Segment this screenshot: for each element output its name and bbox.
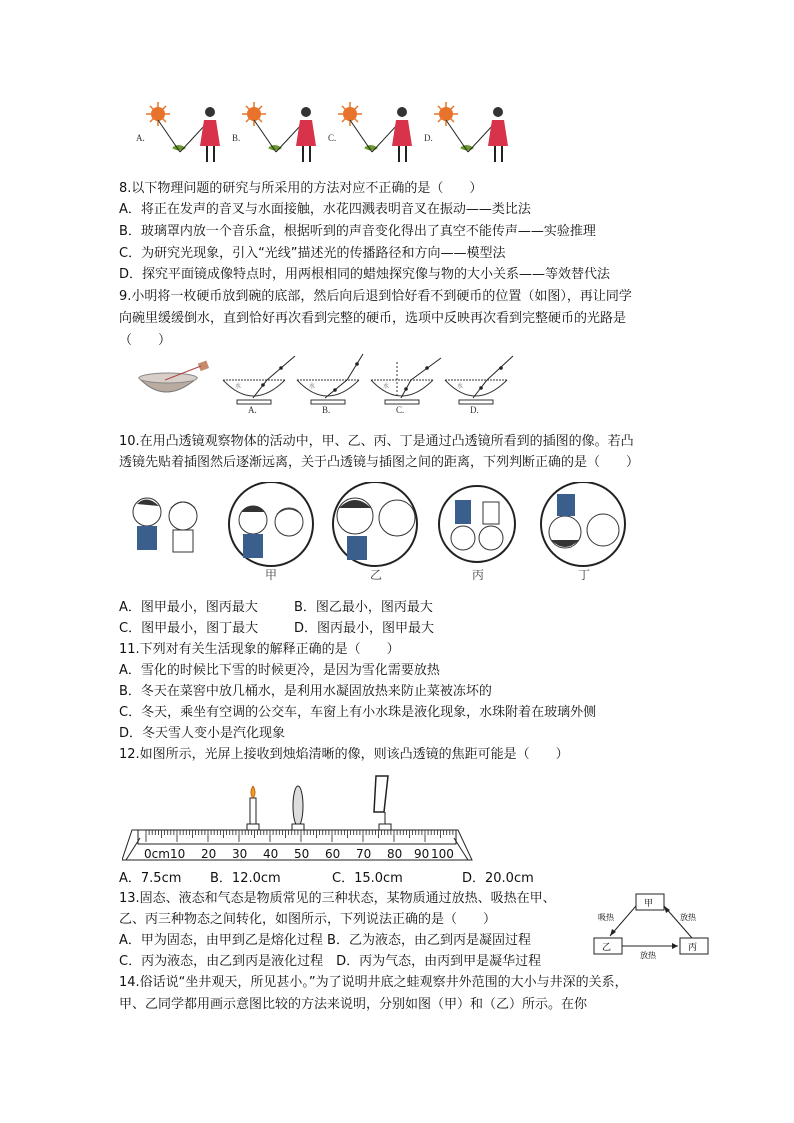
q9-option-c — [371, 358, 441, 404]
q9-bowl-photo — [139, 361, 209, 392]
q12-candle — [250, 798, 256, 824]
q10-option-a: A．图甲最小，图丙最大 — [119, 600, 258, 615]
q7-option-c — [338, 102, 412, 162]
q13-stem-2: 乙、丙三种物态之间转化，如图所示，下列说法正确的是（ ） — [119, 912, 497, 927]
q9-stem-2: 向碗里缓缓倒水，直到恰好再次看到完整的硬币，选项中反映再次看到完整硬币的光路是 — [119, 311, 627, 326]
ruler-label-80: 80 — [387, 847, 403, 861]
q7-label-a: A. — [136, 133, 145, 143]
state-yi: 乙 — [602, 943, 612, 953]
q8-option-d: D．探究平面镜成像特点时，用两根相同的蜡烛探究像与物的大小关系——等效替代法 — [119, 267, 611, 282]
q7-label-d: D. — [424, 133, 433, 143]
q13-option-ab: A．甲为固态，由甲到乙是熔化过程 B．乙为液态，由乙到丙是凝固过程 — [119, 933, 531, 948]
q12-ruler — [138, 830, 456, 844]
ruler-label-20: 20 — [201, 847, 217, 861]
q10-option-b: B．图乙最小，图丙最大 — [294, 600, 433, 615]
q7-figure — [130, 100, 510, 168]
q9-option-d — [445, 356, 513, 404]
q14-stem-1: 14.俗话说“坐井观天，所见甚小。”为了说明井底之蛙观察井外范围的大小与井深的关系， — [119, 975, 628, 990]
q10-circle-ding — [541, 482, 625, 566]
q10-figure — [125, 482, 645, 577]
q11-option-d: D．冬天雪人变小是汽化现象 — [119, 726, 286, 741]
q9-water-a: 水 — [235, 383, 242, 390]
q10-option-d: D．图丙最小，图甲最大 — [294, 621, 435, 636]
q10-stem-1: 10.在用凸透镜观察物体的活动中，甲、乙、丙、丁是通过凸透镜所看到的插图的像。若凸 — [119, 434, 634, 449]
q9-label-b: B. — [322, 405, 331, 415]
q10-circle-yi — [333, 482, 417, 566]
q11-option-a: A．雪化的时候比下雪的时候更冷，是因为雪化需要放热 — [119, 663, 440, 678]
q12-option-c: C．15.0cm — [332, 871, 403, 886]
q9-water-b: 水 — [309, 383, 316, 390]
q8-stem: 8.以下物理问题的研究与所采用的方法对应不正确的是（ ） — [119, 181, 483, 196]
ruler-label-40: 40 — [263, 847, 279, 861]
q7-label-c: C. — [328, 133, 337, 143]
q12-optical-bench — [122, 768, 484, 868]
q9-stem-3: （ ） — [119, 333, 172, 348]
ruler-label-10: 10 — [170, 847, 186, 861]
ruler-label-90: 90 — [414, 847, 430, 861]
q12-flame — [251, 786, 255, 798]
q14-stem-2: 甲、乙同学都用画示意图比较的方法来说明，分别如图（甲）和（乙）所示。在你 — [119, 997, 588, 1012]
q12-option-d: D．20.0cm — [462, 871, 534, 886]
state-bing: 丙 — [688, 943, 698, 953]
label-absorb-heat: 吸热 — [598, 913, 614, 922]
q9-stem-1: 9.小明将一枚硬币放到碗的底部，然后向后退到恰好看不到硬币的位置（如图），再让同学 — [119, 289, 632, 304]
q8-option-c: C．为研究光现象，引入“光线”描述光的传播路径和方向——模型法 — [119, 246, 506, 261]
q10-caption-yi: 乙 — [370, 568, 383, 582]
q11-stem: 11.下列对有关生活现象的解释正确的是（ ） — [119, 642, 400, 657]
q12-option-b: B．12.0cm — [210, 871, 281, 886]
ruler-label-60: 60 — [325, 847, 341, 861]
ruler-label-0: 0cm — [144, 847, 170, 861]
q9-label-c: C. — [396, 405, 405, 415]
label-release-heat-bottom: 放热 — [640, 951, 656, 960]
q10-option-c: C．图甲最小，图丁最大 — [119, 621, 259, 636]
q7-label-b: B. — [232, 133, 241, 143]
q13-stem-1: 13.固态、液态和气态是物质常见的三种状态，某物质通过放热、吸热在甲、 — [119, 891, 556, 906]
q12-stem: 12.如图所示，光屏上接收到烛焰清晰的像，则该凸透镜的焦距可能是（ ） — [119, 747, 569, 762]
state-jia: 甲 — [644, 899, 654, 909]
ruler-label-70: 70 — [356, 847, 372, 861]
q10-original-picture — [133, 498, 197, 552]
q9-water-d: 水 — [457, 383, 464, 390]
ruler-label-50: 50 — [294, 847, 310, 861]
q13-state-diagram — [592, 892, 714, 964]
q9-option-a — [223, 356, 295, 404]
q10-caption-bing: 丙 — [472, 568, 485, 582]
ruler-label-30: 30 — [232, 847, 248, 861]
q7-option-a — [146, 102, 220, 162]
q12-screen — [374, 776, 388, 812]
q10-stem-2: 透镜先贴着插图然后逐渐远离，关于凸透镜与插图之间的距离，下列判断正确的是（ ） — [119, 455, 640, 470]
ruler-label-100: 100 — [431, 847, 454, 861]
q9-water-c: 水 — [383, 383, 390, 390]
q7-option-d — [434, 102, 508, 162]
q9-option-b — [297, 354, 363, 404]
q7-option-b — [242, 102, 316, 162]
q8-option-a: A．将正在发声的音叉与水面接触，水花四溅表明音叉在振动——类比法 — [119, 202, 531, 217]
label-release-heat-right: 放热 — [680, 913, 696, 922]
q10-caption-ding: 丁 — [578, 568, 591, 582]
q12-lens — [293, 786, 303, 826]
q9-label-a: A. — [248, 405, 257, 415]
q11-option-c: C．冬天，乘坐有空调的公交车，车窗上有小水珠是液化现象，水珠附着在玻璃外侧 — [119, 705, 597, 720]
q10-caption-jia: 甲 — [265, 568, 278, 582]
q10-circle-bing — [439, 486, 515, 562]
q11-option-b: B．冬天在菜窖中放几桶水，是利用水凝固放热来防止菜被冻坏的 — [119, 684, 492, 699]
q9-label-d: D. — [470, 405, 479, 415]
q13-option-cd: C．丙为液态，由乙到丙是液化过程 D．丙为气态，由丙到甲是凝华过程 — [119, 954, 542, 969]
q8-option-b: B．玻璃罩内放一个音乐盒，根据听到的声音变化得出了真空不能传声——实验推理 — [119, 224, 596, 239]
q12-option-a: A．7.5cm — [119, 871, 182, 886]
q10-circle-jia — [229, 482, 313, 566]
